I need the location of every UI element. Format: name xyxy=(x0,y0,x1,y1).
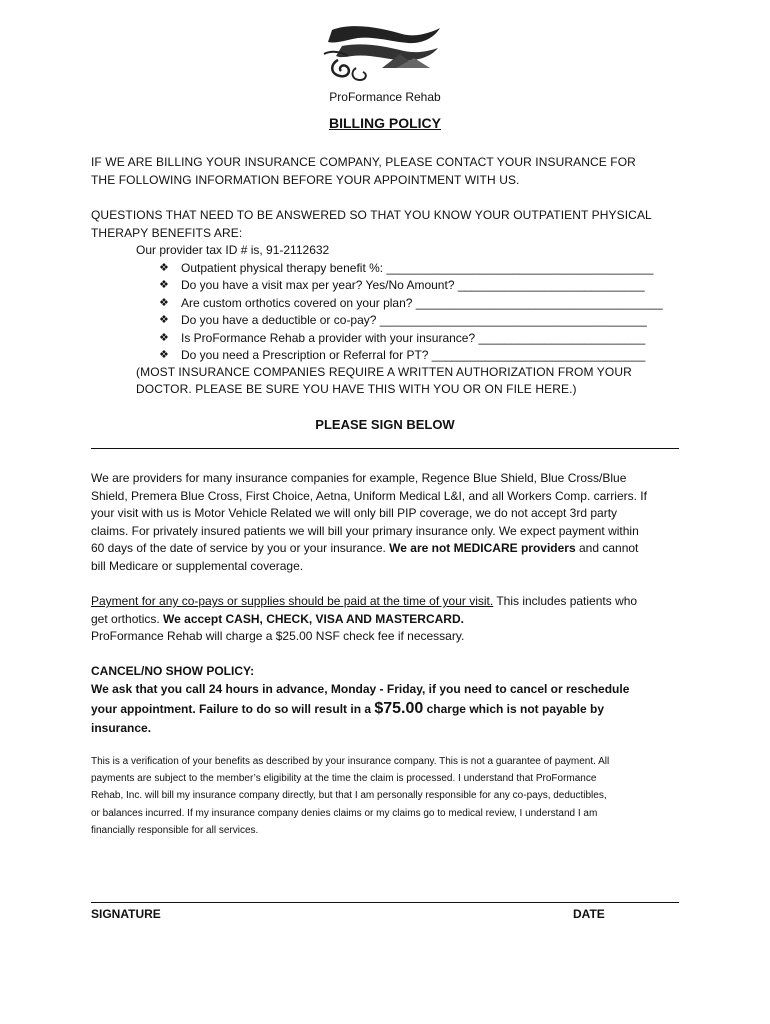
note-line: (MOST INSURANCE COMPANIES REQUIRE A WRITTEN AUTHORIZATION FROM YOUR xyxy=(136,365,632,379)
cancel-line xyxy=(91,698,691,720)
intro-line: THE FOLLOWING INFORMATION BEFORE YOUR APPOINTMENT WITH US. xyxy=(91,172,520,187)
note-line: DOCTOR. PLEASE BE SURE YOU HAVE THIS WITH YOU OR ON FILE HERE.) xyxy=(136,382,577,396)
diamond-bullet-icon: ❖ xyxy=(159,331,169,344)
providers-paragraph xyxy=(91,470,691,575)
divider xyxy=(91,448,679,449)
diamond-bullet-icon: ❖ xyxy=(159,262,169,274)
signature-line[interactable] xyxy=(91,902,679,903)
logo-graphic xyxy=(322,24,448,94)
providers-line: bill Medicare or supplemental coverage. xyxy=(91,558,304,573)
provider-tax-id: Our provider tax ID # is, 91-2112632 xyxy=(136,243,330,257)
page-title: BILLING POLICY xyxy=(329,115,441,131)
verification-line: or balances incurred. If my insurance company denies claims or my claims go to medical review, I understand I am xyxy=(91,807,598,819)
providers-line: We are providers for many insurance companies for example, Regence Blue Shield, Blue Cross/Blue xyxy=(91,471,627,485)
payment-text: This includes patients who xyxy=(493,594,638,608)
date-label: DATE xyxy=(573,907,605,921)
providers-line: your visit with us is Motor Vehicle Related we will only bill PIP coverage, we do not accept 3rd party xyxy=(91,506,618,520)
payment-paragraph xyxy=(91,593,691,646)
medicare-notice: We are not MEDICARE providers xyxy=(389,541,576,555)
question-text: Is ProFormance Rehab a provider with your insurance? _________________________ xyxy=(181,330,646,345)
payment-line xyxy=(91,593,691,611)
nsf-fee-line: ProFormance Rehab will charge a $25.00 NSF check fee if necessary. xyxy=(91,629,465,643)
question-text: Outpatient physical therapy benefit %: ________________________________________ xyxy=(181,261,654,275)
please-sign-heading: PLEASE SIGN BELOW xyxy=(315,417,455,432)
providers-line: Shield, Premera Blue Cross, First Choice, Aetna, Uniform Medical L&I, and all Workers Comp. carriers. If xyxy=(91,488,647,503)
cancel-line: insurance. xyxy=(91,721,152,735)
diamond-bullet-icon: ❖ xyxy=(159,296,169,309)
questions-paragraph xyxy=(91,207,691,242)
question-item xyxy=(159,312,679,329)
question-item xyxy=(159,295,679,312)
payment-due-notice: Payment for any co-pays or supplies should be paid at the time of your visit. xyxy=(91,594,494,608)
verification-line: This is a verification of your benefits as described by your insurance company. This is not a guarantee of payment. All xyxy=(91,756,610,767)
company-name: ProFormance Rehab xyxy=(329,90,441,104)
diamond-bullet-icon: ❖ xyxy=(159,279,169,292)
questions-line: THERAPY BENEFITS ARE: xyxy=(91,225,243,240)
cancel-heading: CANCEL/NO SHOW POLICY: xyxy=(91,664,255,678)
payment-line xyxy=(91,611,691,629)
question-text: Do you need a Prescription or Referral for PT? ________________________________ xyxy=(181,348,646,363)
providers-text: and cannot xyxy=(575,541,639,555)
cancel-line: We ask that you call 24 hours in advance, Monday - Friday, if you need to cancel or reschedule xyxy=(91,681,630,696)
providers-line: claims. For privately insured patients we will bill your primary insurance only. We expect payment within xyxy=(91,523,639,538)
verification-line: financially responsible for all services. xyxy=(91,824,259,836)
cancel-text: charge which is not payable by xyxy=(423,702,605,716)
payment-text: get orthotics. xyxy=(91,611,164,626)
verification-paragraph xyxy=(91,753,691,839)
verification-line: payments are subject to the member’s eligibility at the time the claim is processed. I understand that ProFormance xyxy=(91,773,597,785)
intro-line: IF WE ARE BILLING YOUR INSURANCE COMPANY, PLEASE CONTACT YOUR INSURANCE FOR xyxy=(91,155,636,169)
cancel-text: your appointment. Failure to do so will result in a xyxy=(91,702,375,716)
questions-line: QUESTIONS THAT NEED TO BE ANSWERED SO THAT YOU KNOW YOUR OUTPATIENT PHYSICAL xyxy=(91,208,652,222)
question-text: Are custom orthotics covered on your plan? _____________________________________ xyxy=(181,295,663,310)
question-item xyxy=(159,277,679,294)
question-item xyxy=(159,260,679,277)
signature-label: SIGNATURE xyxy=(91,907,161,921)
providers-line xyxy=(91,540,691,558)
insurance-questions-list xyxy=(159,260,679,364)
question-text: Do you have a visit max per year? Yes/No Amount? ____________________________ xyxy=(181,278,645,293)
diamond-bullet-icon: ❖ xyxy=(159,314,169,327)
verification-line: Rehab, Inc. will bill my insurance company directly, but that I am personally responsible for any co-pays, deductibles, xyxy=(91,790,607,802)
diamond-bullet-icon: ❖ xyxy=(159,349,169,362)
accepted-payments: We accept CASH, CHECK, VISA AND MASTERCARD. xyxy=(163,611,464,626)
question-item xyxy=(159,347,679,364)
company-logo xyxy=(322,24,448,94)
cancel-fee-amount: $75.00 xyxy=(374,700,424,717)
authorization-note xyxy=(136,364,632,398)
providers-text: 60 days of the date of service by you or your insurance. xyxy=(91,541,390,555)
cancel-policy xyxy=(91,663,691,738)
intro-paragraph xyxy=(91,154,691,189)
question-item xyxy=(159,330,679,347)
question-text: Do you have a deductible or co-pay? ________________________________________ xyxy=(181,313,647,328)
